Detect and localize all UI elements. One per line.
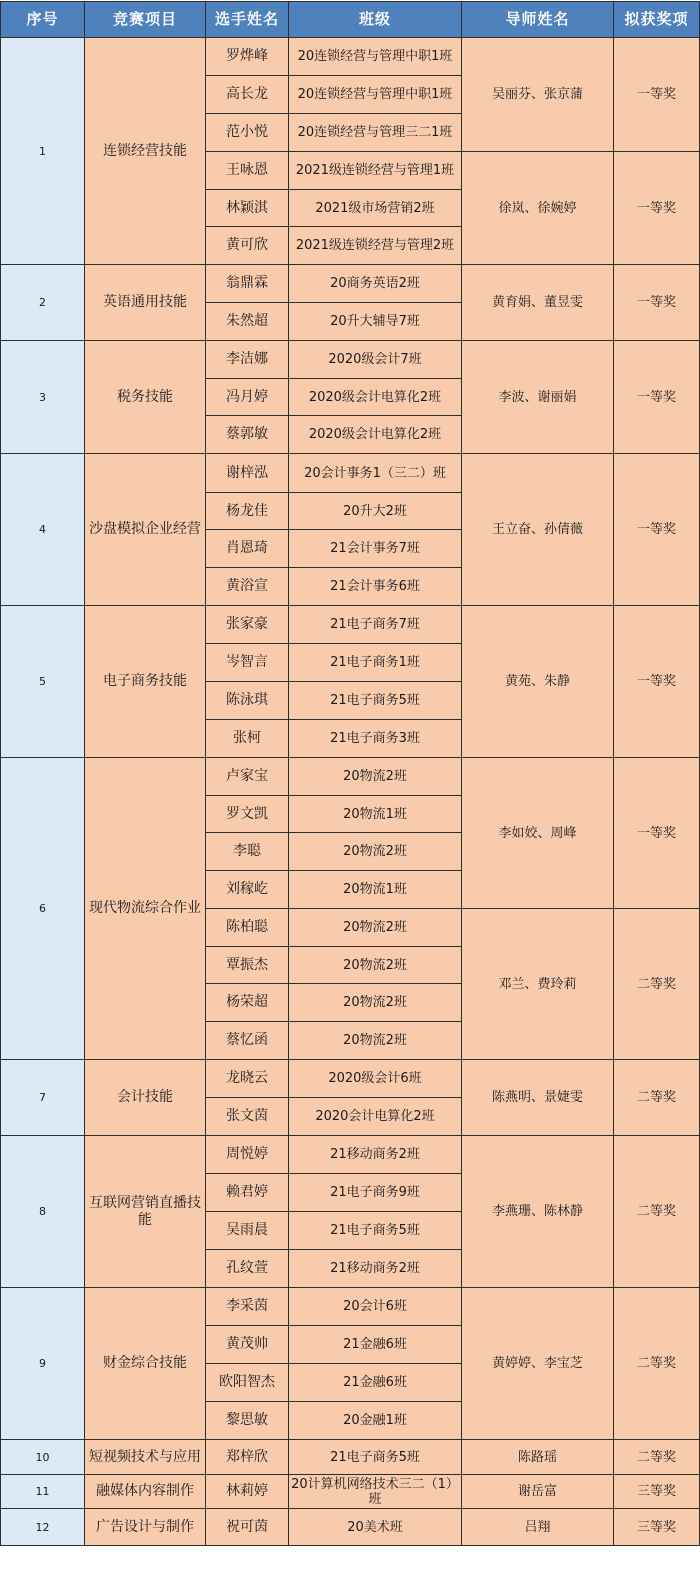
player-name-cell: 蔡郭敏 <box>206 416 289 454</box>
tutor-cell: 黄婷婷、李宝芝 <box>462 1288 614 1440</box>
player-name-cell: 杨荣超 <box>206 984 289 1022</box>
player-name-cell: 林颖淇 <box>206 190 289 227</box>
player-name-cell: 黎思敏 <box>206 1402 289 1440</box>
class-cell: 20物流2班 <box>289 833 462 871</box>
player-name-cell: 郑梓欣 <box>206 1440 289 1475</box>
competition-cell: 财金综合技能 <box>85 1288 206 1440</box>
class-cell: 2020级会计电算化2班 <box>289 379 462 416</box>
class-cell: 2020级会计6班 <box>289 1060 462 1098</box>
class-cell: 20连锁经营与管理中职1班 <box>289 76 462 114</box>
class-cell: 21会计事务6班 <box>289 568 462 606</box>
class-cell: 20物流2班 <box>289 984 462 1022</box>
award-cell: 一等奖 <box>614 758 700 909</box>
class-cell: 21电子商务5班 <box>289 682 462 720</box>
player-name-cell: 张文茵 <box>206 1098 289 1136</box>
seq-cell: 8 <box>1 1136 85 1288</box>
table-row <box>1 38 700 76</box>
player-name-cell: 黄浴宣 <box>206 568 289 606</box>
class-cell: 2021级市场营销2班 <box>289 190 462 227</box>
award-cell: 一等奖 <box>614 152 700 265</box>
player-name-cell: 黄可欣 <box>206 227 289 265</box>
award-cell: 一等奖 <box>614 606 700 758</box>
award-cell: 二等奖 <box>614 1136 700 1288</box>
player-name-cell: 冯月婷 <box>206 379 289 416</box>
competition-cell: 会计技能 <box>85 1060 206 1136</box>
award-cell: 一等奖 <box>614 265 700 341</box>
competition-cell: 英语通用技能 <box>85 265 206 341</box>
award-cell: 二等奖 <box>614 1060 700 1136</box>
player-name-cell: 范小悦 <box>206 114 289 152</box>
header-row <box>1 2 700 38</box>
award-cell: 三等奖 <box>614 1509 700 1546</box>
class-cell: 20会计6班 <box>289 1288 462 1326</box>
seq-cell: 7 <box>1 1060 85 1136</box>
tutor-cell: 王立奋、孙倩薇 <box>462 454 614 606</box>
class-cell: 21会计事务7班 <box>289 530 462 568</box>
class-cell: 20计算机网络技术三二（1）班 <box>289 1475 462 1509</box>
class-cell: 20连锁经营与管理三二1班 <box>289 114 462 152</box>
class-cell: 21电子商务9班 <box>289 1174 462 1212</box>
competition-cell: 电子商务技能 <box>85 606 206 758</box>
table-row <box>1 1475 700 1509</box>
player-name-cell: 张柯 <box>206 720 289 758</box>
table-row <box>1 758 700 796</box>
tutor-cell: 陈路瑶 <box>462 1440 614 1475</box>
player-name-cell: 杨龙佳 <box>206 493 289 530</box>
class-cell: 2021级连锁经营与管理2班 <box>289 227 462 265</box>
class-cell: 21电子商务5班 <box>289 1212 462 1250</box>
class-cell: 20物流2班 <box>289 947 462 984</box>
header-seq: 序号 <box>1 2 85 38</box>
class-cell: 20物流2班 <box>289 1022 462 1060</box>
player-name-cell: 王咏恩 <box>206 152 289 190</box>
tutor-cell: 陈燕明、景婕雯 <box>462 1060 614 1136</box>
table-row <box>1 341 700 379</box>
class-cell: 20物流1班 <box>289 871 462 909</box>
award-cell: 二等奖 <box>614 909 700 1060</box>
tutor-cell: 李燕珊、陈林静 <box>462 1136 614 1288</box>
competition-cell: 现代物流综合作业 <box>85 758 206 1060</box>
competition-cell: 税务技能 <box>85 341 206 454</box>
tutor-cell: 吕翔 <box>462 1509 614 1546</box>
class-cell: 20物流2班 <box>289 909 462 947</box>
class-cell: 20商务英语2班 <box>289 265 462 303</box>
seq-cell: 10 <box>1 1440 85 1475</box>
table-row <box>1 1288 700 1326</box>
seq-cell: 1 <box>1 38 85 265</box>
competition-cell: 融媒体内容制作 <box>85 1475 206 1509</box>
player-name-cell: 陈泳琪 <box>206 682 289 720</box>
class-cell: 20升大辅导7班 <box>289 303 462 341</box>
class-cell: 21移动商务2班 <box>289 1250 462 1288</box>
seq-cell: 2 <box>1 265 85 341</box>
class-cell: 21金融6班 <box>289 1364 462 1402</box>
award-cell: 二等奖 <box>614 1288 700 1440</box>
player-name-cell: 李采茵 <box>206 1288 289 1326</box>
award-cell: 一等奖 <box>614 454 700 606</box>
player-name-cell: 蔡忆函 <box>206 1022 289 1060</box>
player-name-cell: 岑智言 <box>206 644 289 682</box>
award-cell: 三等奖 <box>614 1475 700 1509</box>
tutor-cell: 李如姣、周峰 <box>462 758 614 909</box>
player-name-cell: 朱然超 <box>206 303 289 341</box>
table-row <box>1 265 700 303</box>
awards-table <box>0 1 700 1546</box>
player-name-cell: 欧阳智杰 <box>206 1364 289 1402</box>
tutor-cell: 黄育娟、董昱雯 <box>462 265 614 341</box>
player-name-cell: 翁鼎霖 <box>206 265 289 303</box>
player-name-cell: 李聪 <box>206 833 289 871</box>
header-competition: 竞赛项目 <box>85 2 206 38</box>
header-tutor: 导师姓名 <box>462 2 614 38</box>
tutor-cell: 谢岳富 <box>462 1475 614 1509</box>
table-row <box>1 454 700 493</box>
tutor-cell: 徐岚、徐婉婷 <box>462 152 614 265</box>
player-name-cell: 张家豪 <box>206 606 289 644</box>
award-cell: 一等奖 <box>614 38 700 152</box>
table-row <box>1 1060 700 1098</box>
player-name-cell: 林莉婷 <box>206 1475 289 1509</box>
player-name-cell: 孔纹萱 <box>206 1250 289 1288</box>
seq-cell: 11 <box>1 1475 85 1509</box>
tutor-cell: 吴丽芬、张京蒲 <box>462 38 614 152</box>
class-cell: 20金融1班 <box>289 1402 462 1440</box>
player-name-cell: 吴雨晨 <box>206 1212 289 1250</box>
player-name-cell: 祝可茵 <box>206 1509 289 1546</box>
seq-cell: 9 <box>1 1288 85 1440</box>
competition-cell: 沙盘模拟企业经营 <box>85 454 206 606</box>
class-cell: 21电子商务1班 <box>289 644 462 682</box>
header-class: 班级 <box>289 2 462 38</box>
player-name-cell: 黄茂帅 <box>206 1326 289 1364</box>
class-cell: 21电子商务3班 <box>289 720 462 758</box>
class-cell: 20会计事务1（三二）班 <box>289 454 462 493</box>
seq-cell: 4 <box>1 454 85 606</box>
competition-cell: 连锁经营技能 <box>85 38 206 265</box>
class-cell: 21电子商务5班 <box>289 1440 462 1475</box>
player-name-cell: 罗文凯 <box>206 796 289 833</box>
tutor-cell: 黄苑、朱静 <box>462 606 614 758</box>
class-cell: 2020级会计7班 <box>289 341 462 379</box>
class-cell: 21金融6班 <box>289 1326 462 1364</box>
class-cell: 20美术班 <box>289 1509 462 1546</box>
class-cell: 21移动商务2班 <box>289 1136 462 1174</box>
class-cell: 20物流1班 <box>289 796 462 833</box>
player-name-cell: 龙晓云 <box>206 1060 289 1098</box>
seq-cell: 6 <box>1 758 85 1060</box>
player-name-cell: 李洁娜 <box>206 341 289 379</box>
player-name-cell: 覃振杰 <box>206 947 289 984</box>
header-player: 选手姓名 <box>206 2 289 38</box>
player-name-cell: 周悦婷 <box>206 1136 289 1174</box>
award-cell: 一等奖 <box>614 341 700 454</box>
table-body <box>1 38 700 1546</box>
class-cell: 20连锁经营与管理中职1班 <box>289 38 462 76</box>
seq-cell: 3 <box>1 341 85 454</box>
player-name-cell: 卢家宝 <box>206 758 289 796</box>
competition-cell: 广告设计与制作 <box>85 1509 206 1546</box>
player-name-cell: 肖恩琦 <box>206 530 289 568</box>
table-row <box>1 1136 700 1174</box>
class-cell: 2020级会计电算化2班 <box>289 416 462 454</box>
header-award: 拟获奖项 <box>614 2 700 38</box>
player-name-cell: 陈柏聪 <box>206 909 289 947</box>
class-cell: 2020会计电算化2班 <box>289 1098 462 1136</box>
class-cell: 20物流2班 <box>289 758 462 796</box>
award-cell: 二等奖 <box>614 1440 700 1475</box>
player-name-cell: 赖君婷 <box>206 1174 289 1212</box>
table-row <box>1 606 700 644</box>
class-cell: 2021级连锁经营与管理1班 <box>289 152 462 190</box>
competition-cell: 短视频技术与应用 <box>85 1440 206 1475</box>
player-name-cell: 罗烨峰 <box>206 38 289 76</box>
table-row <box>1 1440 700 1475</box>
seq-cell: 12 <box>1 1509 85 1546</box>
tutor-cell: 邓兰、费玲莉 <box>462 909 614 1060</box>
player-name-cell: 刘稼屹 <box>206 871 289 909</box>
table-row <box>1 1509 700 1546</box>
seq-cell: 5 <box>1 606 85 758</box>
class-cell: 20升大2班 <box>289 493 462 530</box>
tutor-cell: 李波、谢丽娟 <box>462 341 614 454</box>
competition-cell: 互联网营销直播技能 <box>85 1136 206 1288</box>
class-cell: 21电子商务7班 <box>289 606 462 644</box>
player-name-cell: 高长龙 <box>206 76 289 114</box>
player-name-cell: 谢梓泓 <box>206 454 289 493</box>
